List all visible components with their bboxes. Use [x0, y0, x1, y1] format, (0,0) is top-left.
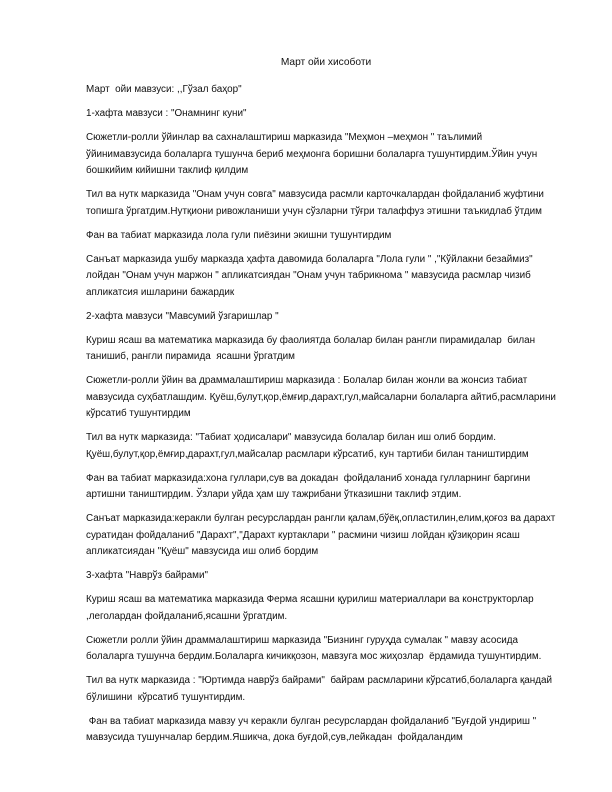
week-2-art-paragraph: Санъат марказида:керакли булган ресурслардан рангли қалам,бўёқ,опластилин,елим,қоғоз ва дарахт суратидан фойдаланиб "Дарахт","Дарахт куртаклари " расмини чизиш лойдан қўзиқорин ясаш апликатсиядан "Қуёш" мавзусида иш олиб бордим [86, 513, 559, 557]
week-3-theme: 3-хафта "Наврўз байрами" [86, 570, 208, 581]
week-2-speech-paragraph: Тил ва нутк марказида: "Табиат ҳодисалари" мавзусида болалар билан иш олиб бордим. Қуёш,булут,қор,ёмғир,дарахт,гул,майсалар расмлари кўрсатиб, кун тартиби билан таништирдим [86, 432, 529, 460]
month-theme: Март ойи мавзуси: ,,Гўзал баҳор" [86, 84, 242, 95]
week-3-speech-paragraph: Тил ва нутк марказида : "Юртимда наврўз байрами" байрам расмларини кўрсатиб,болаларга қандай бўлишини кўрсатиб тушунтирдим. [86, 675, 555, 703]
week-3-math-paragraph: Куриш ясаш ва математика марказида Ферма ясашни қурилиш материаллари ва конструкторлар ,леголардан фойдаланиб,ясашни ўргатдим. [86, 594, 537, 622]
week-2-theme: 2-хафта мавзуси "Мавсумий ўзгаришлар " [86, 310, 279, 322]
week-1-art-paragraph: Санъат марказида ушбу марказда ҳафта давомида болаларга "Лола гули " ,"Кўйлакни безаймиз" лойдан "Онам учун маржон " апликатсиядан "Онам учун табрикнома " мавзусида расмлар чизиб апликатсия ишларини бажардик [86, 253, 536, 298]
document-title: Март ойи хисоботи [280, 57, 372, 68]
week-1-theme: 1-хафта мавзуси : "Онамнинг куни" [86, 108, 247, 119]
week-3-roleplay-paragraph: Сюжетли ролли ўйин драммалаштириш марказида "Бизнинг гуруҳда сумалак " мавзу асосида болаларга тушунча бердим.Болаларга кичикқозон, мавзуга мос жиҳозлар ёрдамида тушунтирдим. [86, 634, 542, 662]
week-2-roleplay-paragraph: Сюжетли-ролли ўйин ва драммалаштириш марказида : Болалар билан жонли ва жонсиз табиат мавзусида суҳбатлашдим. Қуёш,булут,қор,ёмғир,дарахт,гул,майсаларни болаларга айтиб,расмларини кўрсатиб тушунтирдим [86, 375, 559, 419]
week-3-science-paragraph: Фан ва табиат марказида мавзу уч керакли булган ресурслардан фойдаланиб "Буғдой ундириш " мавзусида тушунчалар бердим.Яшикча, дока буғдой,сув,лейкадан фойдаландим [86, 715, 539, 743]
week-1-science-paragraph: Фан ва табиат марказида лола гули пиёзини экишни тушунтирдим [86, 229, 392, 241]
week-2-science-paragraph: Фан ва табиат марказида:хона гуллари,сув ва докадан фойдаланиб хонада гулларнинг баргини артишни таништирдим. Ўзлари уйда ҳам шу тажрибани ўтказишни таклиф этдим. [86, 472, 533, 500]
week-2-math-paragraph: Куриш ясаш ва математика марказида бу фаолиятда болалар билан рангли пирамидалар билан танишиб, рангли пирамида ясашни ўргатдим [86, 334, 538, 362]
week-1-roleplay-paragraph: Сюжетли-ролли ўйинлар ва сахналаштириш марказида "Меҳмон –меҳмон " таълимий ўйинимавзусида болаларга тушунча бериб меҳмонга боришни болаларга тушунтирдим.Ўйин учун бошкийим кийишни таклиф қилдим [86, 132, 540, 176]
week-1-speech-paragraph: Тил ва нутк марказида "Онам учун совга" мавзусида расмли карточкалардан фойдаланиб жуфтини топишга ўргатдим.Нутқиони ривожланиши учун сўзларни тўғри талаффуз этишни таъкидлаб ўтдим [86, 189, 547, 217]
